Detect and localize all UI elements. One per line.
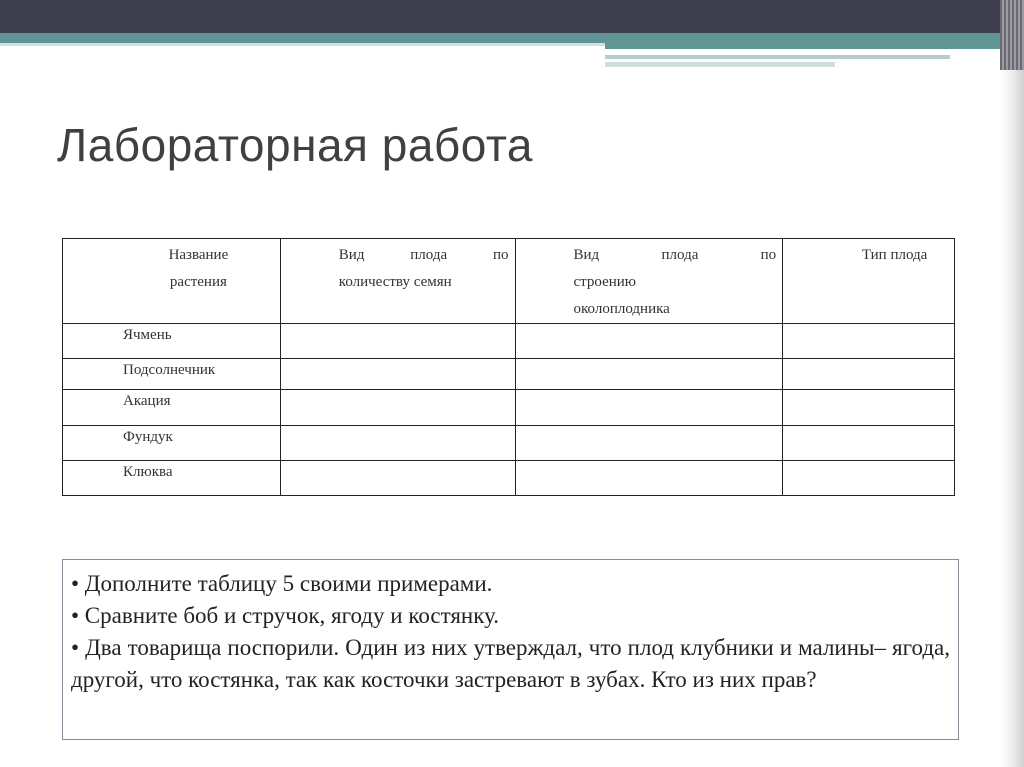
- table-row: [63, 426, 955, 461]
- header-line: количеству семян: [338, 274, 452, 290]
- slide-title: Лабораторная работа: [57, 119, 533, 171]
- tasks-box: [62, 559, 959, 740]
- lab-table: [62, 238, 955, 496]
- header-word: по: [492, 247, 509, 263]
- table-cell: [783, 461, 955, 496]
- table-cell: [280, 324, 515, 359]
- header-word: Вид: [338, 247, 365, 263]
- task-item: • Сравните боб и стручок, ягоду и костянку.: [71, 603, 500, 628]
- top-teal-bar-right: [605, 33, 1005, 49]
- header-fruit-by-pericarp: [515, 239, 783, 324]
- task-item: • Два товарища поспорили. Один из них утверждал, что плод клубники и малины– ягода, другой, что костянка, так как косточки застревают в зубах. Кто из них прав?: [71, 635, 950, 692]
- table-cell: [783, 426, 955, 461]
- table-row: [63, 324, 955, 359]
- table-cell: [783, 359, 955, 390]
- table-cell: [280, 461, 515, 496]
- header-line: строению: [573, 274, 637, 290]
- header-word: плода: [410, 247, 448, 263]
- table-header-row: [63, 239, 955, 324]
- table-cell: [280, 426, 515, 461]
- header-line: растения: [169, 274, 227, 290]
- table-cell: [280, 359, 515, 390]
- page-edge-top: [1000, 0, 1024, 70]
- table-cell: [280, 390, 515, 426]
- row-plant-name: Акация: [63, 390, 281, 426]
- row-plant-name: Ячмень: [63, 324, 281, 359]
- table-row: [63, 390, 955, 426]
- table-cell: [515, 324, 783, 359]
- header-line: Тип плода: [861, 247, 928, 263]
- table-row: [63, 359, 955, 390]
- row-plant-name: Подсолнечник: [63, 359, 281, 390]
- table-row: [63, 461, 955, 496]
- page-edge-shadow: [1000, 0, 1024, 767]
- table-cell: [515, 426, 783, 461]
- task-item: • Дополните таблицу 5 своими примерами.: [71, 571, 493, 596]
- top-light-stripe-3: [605, 62, 835, 67]
- header-word: плода: [661, 247, 699, 263]
- top-light-stripe-2: [605, 55, 950, 59]
- table-cell: [783, 324, 955, 359]
- top-light-stripe: [0, 43, 605, 46]
- top-teal-bar: [0, 33, 605, 43]
- top-dark-bar: [0, 0, 1024, 34]
- header-fruit-by-seeds: [280, 239, 515, 324]
- header-line: Название: [168, 247, 229, 263]
- table-cell: [783, 390, 955, 426]
- header-fruit-type: [783, 239, 955, 324]
- row-plant-name: Фундук: [63, 426, 281, 461]
- row-plant-name: Клюква: [63, 461, 281, 496]
- table-cell: [515, 461, 783, 496]
- table-cell: [515, 390, 783, 426]
- header-word: по: [760, 247, 777, 263]
- header-plant-name: [63, 239, 281, 324]
- header-line: околоплодника: [573, 301, 670, 317]
- table-cell: [515, 359, 783, 390]
- header-word: Вид: [573, 247, 600, 263]
